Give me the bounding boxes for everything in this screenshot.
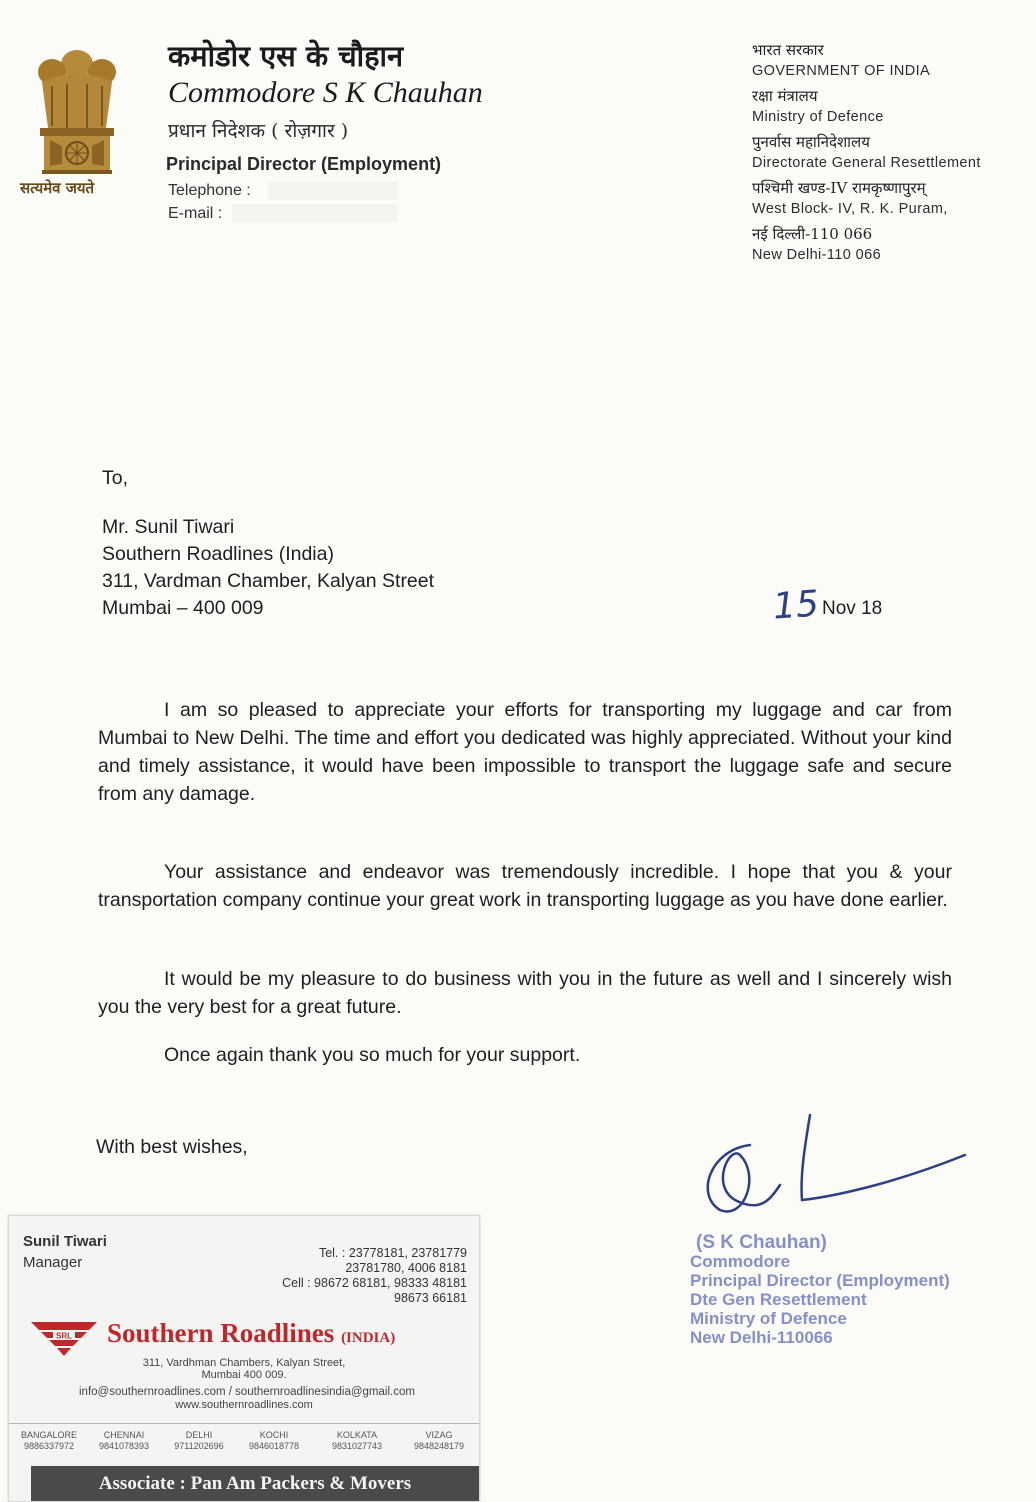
- letterhead-address: [752, 40, 981, 270]
- card-phones: [282, 1246, 467, 1306]
- telephone-label: Telephone :: [168, 182, 251, 199]
- card-associate-banner: Associate : Pan Am Packers & Movers: [31, 1466, 479, 1501]
- redaction: [232, 204, 397, 222]
- address-line-hi: नई दिल्ली-110 066: [752, 225, 873, 243]
- address-line-hi: पश्चिमी खण्ड-IV रामकृष्णापुरम्: [752, 179, 926, 197]
- card-cell-1: Cell : 98672 68181, 98333 48181: [282, 1276, 467, 1290]
- signature: [690, 1105, 980, 1235]
- card-company-suffix: (INDIA): [341, 1330, 396, 1346]
- card-email: info@southernroadlines.com / southernroadlinesindia@gmail.com: [79, 1386, 415, 1398]
- branch-item: VIZAG 9848248179: [413, 1430, 465, 1451]
- paragraph-2: Your assistance and endeavor was tremendously incredible. I hope that you & your transportation company continue your great work in transporting luggage as you have done earlier.: [98, 861, 952, 911]
- stamp-ministry: Ministry of Defence: [690, 1309, 847, 1328]
- official-stamp: [690, 1233, 950, 1347]
- date-day-handwritten: 15: [771, 583, 821, 628]
- stamp-designation: Principal Director (Employment): [690, 1271, 950, 1290]
- srl-logo-icon: [29, 1318, 99, 1358]
- branch-item: DELHI 9711202696: [174, 1430, 224, 1451]
- branch-item: KOLKATA 9831027743: [331, 1430, 383, 1451]
- redaction: [268, 182, 398, 200]
- recipient-block: [102, 514, 434, 622]
- branch-item: CHENNAI 9841078393: [98, 1430, 150, 1451]
- stamp-directorate: Dte Gen Resettlement: [690, 1290, 867, 1309]
- card-address-2: Mumbai 400 009.: [201, 1369, 287, 1381]
- designation-english: Principal Director (Employment): [166, 154, 442, 174]
- address-line-en: New Delhi-110 066: [752, 247, 882, 263]
- stamp-city: New Delhi-110066: [690, 1328, 833, 1347]
- closing: With best wishes,: [96, 1136, 248, 1158]
- recipient-street: 311, Vardman Chamber, Kalyan Street: [102, 570, 435, 592]
- card-tel-2: 23781780, 4006 8181: [345, 1261, 467, 1275]
- card-cell-2: 98673 66181: [394, 1291, 467, 1305]
- card-website: www.southernroadlines.com: [175, 1399, 313, 1411]
- motto: सत्यमेव जयते: [20, 179, 95, 197]
- recipient-city: Mumbai – 400 009: [102, 597, 264, 619]
- name-english: Commodore S K Chauhan: [168, 76, 483, 109]
- date-month-year: Nov 18: [822, 598, 883, 619]
- paragraph-3: It would be my pleasure to do business with you in the future as well and I sincerely wish you the very best for a great future.: [98, 968, 952, 1018]
- card-branches: [9, 1423, 479, 1470]
- card-person: Sunil Tiwari: [23, 1233, 107, 1250]
- card-company-name: Southern Roadlines: [107, 1318, 335, 1348]
- recipient-name: Mr. Sunil Tiwari: [102, 516, 235, 538]
- stamp-rank: Commodore: [690, 1252, 791, 1271]
- card-company: [107, 1318, 395, 1349]
- name-hindi: कमोडोर एस के चौहान: [168, 39, 404, 73]
- recipient-company: Southern Roadlines (India): [102, 543, 334, 565]
- card-address: [9, 1357, 479, 1381]
- address-line-hi: पुनर्वास महानिदेशालय: [752, 133, 870, 151]
- business-card: [8, 1215, 480, 1502]
- email-label: E-mail :: [168, 205, 223, 222]
- branch-item: BANGALORE 9886337972: [20, 1430, 78, 1451]
- address-line-hi: रक्षा मंत्रालय: [752, 87, 818, 105]
- card-address-1: 311, Vardhman Chambers, Kalyan Street,: [142, 1357, 346, 1369]
- srl-logo-text: SRL: [56, 1331, 72, 1341]
- salutation: To,: [102, 467, 129, 489]
- address-line-en: GOVERNMENT OF INDIA: [752, 63, 931, 79]
- stamp-name: (S K Chauhan): [696, 1232, 827, 1253]
- address-line-en: Directorate General Resettlement: [752, 155, 981, 171]
- address-line-hi: भारत सरकार: [752, 41, 824, 59]
- address-line-en: Ministry of Defence: [752, 109, 884, 125]
- designation-hindi: प्रधान निदेशक ( रोज़गार ): [168, 120, 349, 142]
- card-tel-1: Tel. : 23778181, 23781779: [318, 1246, 467, 1260]
- branch-item: KOCHI 9846018778: [248, 1430, 300, 1451]
- address-line-en: West Block- IV, R. K. Puram,: [752, 201, 948, 217]
- card-role: Manager: [23, 1254, 83, 1271]
- paragraph-1: I am so pleased to appreciate your efforts for transporting my luggage and car from Mumbai to New Delhi. The time and effort you dedicated was highly appreciated. Without your kind and timely assistance, it would have been impossible to transport the luggage safe and secure from any damage.: [98, 699, 952, 805]
- paragraph-4: Once again thank you so much for your support.: [164, 1044, 581, 1066]
